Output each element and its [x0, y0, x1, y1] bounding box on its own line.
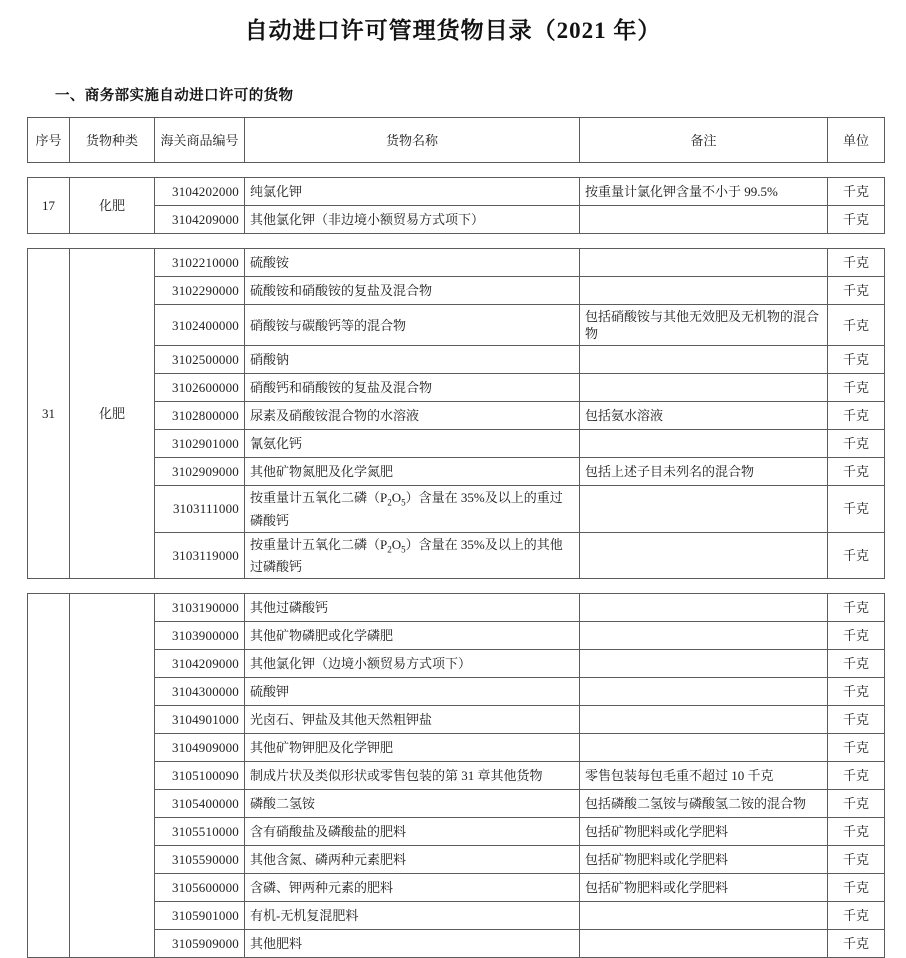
cell-unit: 千克 — [828, 305, 885, 346]
cell-unit: 千克 — [828, 402, 885, 430]
cell-unit: 千克 — [828, 277, 885, 305]
table-row — [28, 374, 885, 402]
cell-hs-code: 3102400000 — [155, 305, 245, 346]
cell-goods-name: 磷酸二氢铵 — [245, 790, 580, 818]
cell-goods-name: 硫酸钾 — [245, 678, 580, 706]
cell-unit: 千克 — [828, 532, 885, 579]
cell-goods-name: 硫酸铵和硝酸铵的复盐及混合物 — [245, 277, 580, 305]
cell-remark: 包括矿物肥料或化学肥料 — [580, 818, 828, 846]
cell-goods-name: 其他含氮、磷两种元素肥料 — [245, 846, 580, 874]
table-header-block — [27, 117, 884, 163]
cell-remark — [580, 678, 828, 706]
cell-remark — [580, 734, 828, 762]
cell-remark — [580, 374, 828, 402]
table-row — [28, 762, 885, 790]
cell-remark — [580, 594, 828, 622]
cell-remark — [580, 902, 828, 930]
cell-index: 31 — [28, 249, 70, 579]
table-row — [28, 622, 885, 650]
cell-remark — [580, 930, 828, 958]
cell-goods-kind: 化肥 — [70, 249, 155, 579]
cell-hs-code: 3104901000 — [155, 706, 245, 734]
cell-goods-name: 硝酸钙和硝酸铵的复盐及混合物 — [245, 374, 580, 402]
page-title: 自动进口许可管理货物目录（2021 年） — [244, 18, 662, 43]
table-row — [28, 678, 885, 706]
cell-unit: 千克 — [828, 706, 885, 734]
table-row — [28, 930, 885, 958]
block-gap — [0, 234, 906, 248]
table-row — [28, 277, 885, 305]
cell-remark — [580, 706, 828, 734]
cell-unit: 千克 — [828, 818, 885, 846]
table-row — [28, 430, 885, 458]
table-row — [28, 458, 885, 486]
cell-goods-name: 其他氯化钾（边境小额贸易方式项下） — [245, 650, 580, 678]
cell-unit: 千克 — [828, 734, 885, 762]
cell-unit: 千克 — [828, 846, 885, 874]
table-row — [28, 178, 885, 206]
catalog-table — [27, 177, 885, 234]
cell-goods-name: 硫酸铵 — [245, 249, 580, 277]
column-header-index: 序号 — [28, 118, 70, 163]
cell-hs-code: 3103111000 — [155, 486, 245, 533]
cell-goods-name: 氰氨化钙 — [245, 430, 580, 458]
table-row — [28, 818, 885, 846]
cell-unit: 千克 — [828, 594, 885, 622]
cell-unit: 千克 — [828, 622, 885, 650]
cell-unit: 千克 — [828, 346, 885, 374]
table-row — [28, 486, 885, 533]
column-header-kind: 货物种类 — [70, 118, 155, 163]
cell-remark: 包括氨水溶液 — [580, 402, 828, 430]
cell-unit: 千克 — [828, 790, 885, 818]
cell-remark — [580, 277, 828, 305]
table-row — [28, 594, 885, 622]
cell-unit: 千克 — [828, 930, 885, 958]
catalog-table — [27, 593, 885, 958]
cell-hs-code: 3102290000 — [155, 277, 245, 305]
table-row — [28, 902, 885, 930]
cell-unit: 千克 — [828, 762, 885, 790]
cell-goods-name: 其他肥料 — [245, 930, 580, 958]
catalog-table — [27, 248, 885, 579]
table-row — [28, 734, 885, 762]
cell-hs-code: 3105909000 — [155, 930, 245, 958]
block-gap-1 — [0, 163, 906, 177]
cell-goods-name: 含有硝酸盐及磷酸盐的肥料 — [245, 818, 580, 846]
cell-hs-code: 3105600000 — [155, 874, 245, 902]
cell-unit: 千克 — [828, 249, 885, 277]
table-row — [28, 706, 885, 734]
cell-remark — [580, 532, 828, 579]
block-gap — [0, 579, 906, 593]
column-header-name: 货物名称 — [245, 118, 580, 163]
cell-goods-kind: 化肥 — [70, 178, 155, 234]
table-header-row — [28, 118, 885, 163]
cell-hs-code: 3102800000 — [155, 402, 245, 430]
table-row — [28, 249, 885, 277]
cell-remark — [580, 622, 828, 650]
cell-hs-code: 3103190000 — [155, 594, 245, 622]
cell-unit: 千克 — [828, 650, 885, 678]
cell-unit: 千克 — [828, 902, 885, 930]
cell-goods-name: 有机-无机复混肥料 — [245, 902, 580, 930]
cell-goods-name: 纯氯化钾 — [245, 178, 580, 206]
cell-remark: 按重量计氯化钾含量不小于 99.5% — [580, 178, 828, 206]
cell-unit: 千克 — [828, 486, 885, 533]
column-header-note: 备注 — [580, 118, 828, 163]
cell-goods-name: 按重量计五氧化二磷$(P_2O_5)$含量在 35%及以上的重过磷酸钙 — [245, 486, 580, 533]
cell-hs-code: 3104202000 — [155, 178, 245, 206]
cell-hs-code: 3105590000 — [155, 846, 245, 874]
column-header-unit: 单位 — [828, 118, 885, 163]
table-row — [28, 790, 885, 818]
section-heading: 一、商务部实施自动进口许可的货物 — [55, 88, 294, 104]
cell-hs-code: 3102901000 — [155, 430, 245, 458]
cell-hs-code: 3102909000 — [155, 458, 245, 486]
cell-hs-code: 3105100090 — [155, 762, 245, 790]
cell-remark: 包括矿物肥料或化学肥料 — [580, 874, 828, 902]
cell-unit: 千克 — [828, 374, 885, 402]
cell-remark — [580, 206, 828, 234]
cell-hs-code: 3102210000 — [155, 249, 245, 277]
cell-goods-name: 硝酸铵与碳酸钙等的混合物 — [245, 305, 580, 346]
cell-remark — [580, 430, 828, 458]
table-body-blocks — [0, 177, 906, 958]
cell-goods-name: 含磷、钾两种元素的肥料 — [245, 874, 580, 902]
cell-remark: 零售包装每包毛重不超过 10 千克 — [580, 762, 828, 790]
cell-goods-name: 制成片状及类似形状或零售包装的第 31 章其他货物 — [245, 762, 580, 790]
table-row — [28, 846, 885, 874]
cell-goods-name: 其他氯化钾（非边境小额贸易方式项下） — [245, 206, 580, 234]
cell-remark: 包括磷酸二氢铵与磷酸氢二铵的混合物 — [580, 790, 828, 818]
cell-goods-name: 按重量计五氧化二磷$(P_2O_5)$含量在 35%及以上的其他过磷酸钙 — [245, 532, 580, 579]
cell-remark — [580, 346, 828, 374]
cell-hs-code: 3104209000 — [155, 650, 245, 678]
table-row — [28, 346, 885, 374]
cell-hs-code: 3103119000 — [155, 532, 245, 579]
cell-unit: 千克 — [828, 458, 885, 486]
cell-goods-name: 硝酸钠 — [245, 346, 580, 374]
cell-index — [28, 594, 70, 958]
cell-hs-code: 3105901000 — [155, 902, 245, 930]
table-row — [28, 305, 885, 346]
cell-goods-kind — [70, 594, 155, 958]
table-row — [28, 650, 885, 678]
cell-unit: 千克 — [828, 430, 885, 458]
table-block — [27, 248, 884, 579]
cell-goods-name: 尿素及硝酸铵混合物的水溶液 — [245, 402, 580, 430]
cell-goods-name: 其他过磷酸钙 — [245, 594, 580, 622]
cell-hs-code: 3102500000 — [155, 346, 245, 374]
table-row — [28, 874, 885, 902]
table-row — [28, 402, 885, 430]
cell-remark: 包括上述子目未列名的混合物 — [580, 458, 828, 486]
cell-hs-code: 3102600000 — [155, 374, 245, 402]
cell-index: 17 — [28, 178, 70, 234]
cell-hs-code: 3104300000 — [155, 678, 245, 706]
cell-unit: 千克 — [828, 178, 885, 206]
table-block — [27, 177, 884, 234]
cell-unit: 千克 — [828, 678, 885, 706]
cell-goods-name: 其他矿物钾肥及化学钾肥 — [245, 734, 580, 762]
cell-goods-name: 其他矿物氮肥及化学氮肥 — [245, 458, 580, 486]
table-row — [28, 532, 885, 579]
table-row — [28, 206, 885, 234]
cell-remark — [580, 650, 828, 678]
cell-unit: 千克 — [828, 874, 885, 902]
cell-unit: 千克 — [828, 206, 885, 234]
cell-hs-code: 3104209000 — [155, 206, 245, 234]
cell-goods-name: 光卤石、钾盐及其他天然粗钾盐 — [245, 706, 580, 734]
cell-remark: 包括矿物肥料或化学肥料 — [580, 846, 828, 874]
cell-hs-code: 3105510000 — [155, 818, 245, 846]
cell-hs-code: 3103900000 — [155, 622, 245, 650]
catalog-table-header — [27, 117, 885, 163]
cell-hs-code: 3104909000 — [155, 734, 245, 762]
cell-remark — [580, 486, 828, 533]
table-block — [27, 593, 884, 958]
cell-hs-code: 3105400000 — [155, 790, 245, 818]
cell-remark: 包括硝酸铵与其他无效肥及无机物的混合物 — [580, 305, 828, 346]
column-header-code: 海关商品编号 — [155, 118, 245, 163]
cell-remark — [580, 249, 828, 277]
cell-goods-name: 其他矿物磷肥或化学磷肥 — [245, 622, 580, 650]
